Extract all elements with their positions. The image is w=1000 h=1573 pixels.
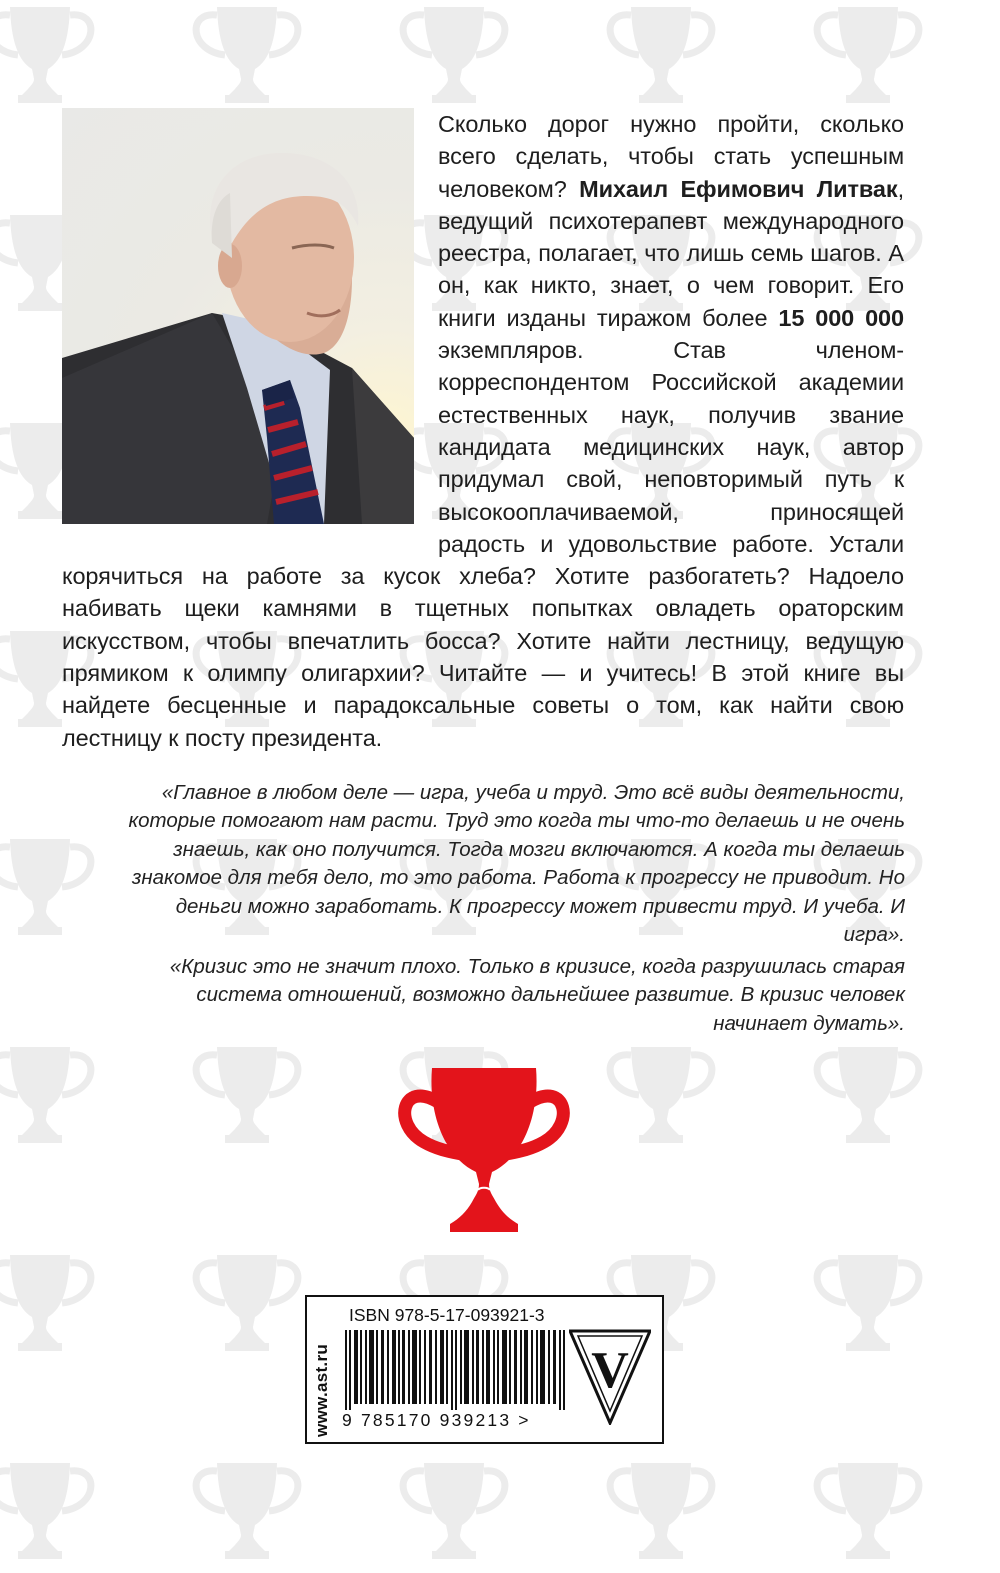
quote-crisis: «Кризис это не значит плохо. Только в кризисе, когда разрушилась старая система отношений, возможно дальнейшее развитие. В кризис человек начинает думать». xyxy=(169,955,905,1035)
barcode-digits: 9 785170 939213 > xyxy=(342,1410,531,1430)
description-part-2: , ведущий психотерапевт международного реестра, полагает, что лишь семь шагов. А он, как никто, знает, о чем говорит. Его книги изданы тиражом более xyxy=(438,175,904,331)
red-trophy-cup-icon xyxy=(396,1062,572,1234)
publisher-v-logo xyxy=(569,1329,651,1425)
publisher-website: www.ast.ru xyxy=(312,1343,331,1437)
publisher-mark-letter: V xyxy=(591,1342,629,1399)
description-part-3: экземпляров. Став членом-корреспондентом Российской академии естественных наук, получив звание кандидата медицинских наук, автор придумал свой, неповторимый путь к высокооплачиваемой, приносящей радость и удовольствие работе. Устали корячиться на работе за кусок хлеба? Хотите разбогатеть? Надоело набивать щеки камнями в тщетных попытках овладеть ораторским искусством, чтобы впечатлить босса? Хотите найти лестницу, ведущую прямиком к олимпу олигархии? Читайте — и учитесь! В этой книге вы найдете бесценные и парадоксальные советы о том, как найти свою лестницу к посту президента. xyxy=(62,337,904,751)
circulation-number: 15 000 000 xyxy=(778,304,904,331)
barcode-block xyxy=(305,1295,664,1444)
description-intro: Сколько дорог нужно пройти, сколько всего сделать, чтобы стать успешным человеком? xyxy=(438,111,904,202)
isbn-number: ISBN 978-5-17-093921-3 xyxy=(349,1305,545,1325)
photo-wrap-spacer xyxy=(62,108,438,559)
quote-work-study-play: «Главное в любом деле — игра, учеба и труд. Это всё виды деятельности, которые помогают нам расти. Труд это когда ты что-то делаешь и не очень знаешь, как оно получится. Тогда мозги включаются. А когда ты делаешь знакомое для тебя дело, то это работа. Работа к прогрессу не приводит. Но деньги можно заработать. К прогрессу может привести труд. И учеба. И игра». xyxy=(128,781,905,947)
author-name: Михаил Ефимович Литвак xyxy=(579,175,898,202)
ean-barcode xyxy=(345,1330,567,1410)
book-description xyxy=(62,108,904,754)
